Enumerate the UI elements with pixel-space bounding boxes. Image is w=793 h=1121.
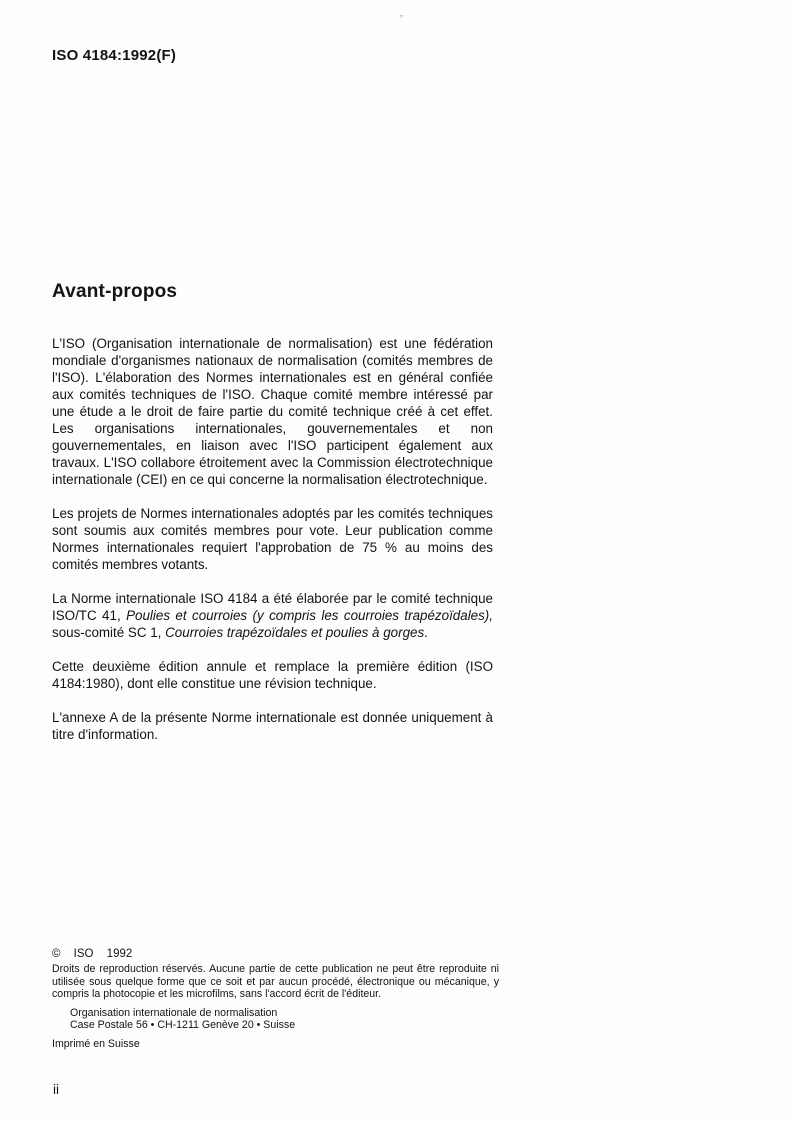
reproduction-rights-text: Droits de reproduction réservés. Aucune partie de cette publication ne peut être reproduite ni utilisée sous quelque forme que ce soit et par aucun procédé, électronique ou mécanique, y compris la photocopie et les microfilms, sans l'accord écrit de l'éditeur. (52, 963, 499, 1001)
foreword-paragraph-5: L'annexe A de la présente Norme internationale est donnée uniquement à titre d'information. (52, 710, 493, 742)
copyright-footer (52, 948, 499, 1051)
copyright-line: © ISO 1992 (52, 948, 133, 960)
foreword-paragraph-3-period: . (424, 625, 428, 640)
page-number: ii (53, 1082, 59, 1097)
foreword-paragraph-3 (52, 590, 493, 641)
foreword-paragraph-1: L'ISO (Organisation internationale de normalisation) est une fédération mondiale d'organismes nationaux de normalisation (comités membres de l'ISO). L'élaboration des Normes internationales est en général confiée aux comités techniques de l'ISO. Chaque comité membre intéressé par une étude a le droit de faire partie du comité technique créé à cet effet. Les organisations internationales, gouvernementales et non gouvernementales, en liaison avec l'ISO participent également aux travaux. L'ISO collabore étroitement avec la Commission électrotechnique internationale (CEI) en ce qui concerne la normalisation électrotechnique. (52, 336, 493, 487)
foreword-paragraph-3-text: La Norme internationale ISO 4184 a été élaborée par le comité technique ISO/TC 41, (52, 591, 493, 623)
foreword-paragraph-4: Cette deuxième édition annule et remplace la première édition (ISO 4184:1980), dont elle constitue une révision technique. (52, 659, 493, 691)
foreword-paragraph-2: Les projets de Normes internationales adoptés par les comités techniques sont soumis aux comités membres pour vote. Leur publication comme Normes internationales requiert l'approbation de 75 % au moins des comités membres votants. (52, 506, 493, 572)
foreword-paragraph-3-text-2: sous-comité SC 1, (52, 625, 166, 640)
document-reference-header: ISO 4184:1992(F) (52, 47, 177, 64)
foreword-title: Avant-propos (52, 281, 178, 302)
committee-title-italic: Poulies et courroies (y compris les courroies trapézoïdales), (126, 608, 493, 623)
scan-artifact: „ (400, 8, 403, 18)
foreword-section (52, 281, 493, 760)
subcommittee-title-italic: Courroies trapézoïdales et poulies à gorges (165, 625, 425, 640)
publisher-organization: Organisation internationale de normalisation (70, 1006, 278, 1019)
printed-in-line: Imprimé en Suisse (52, 1037, 140, 1050)
publisher-block (52, 1007, 499, 1032)
publisher-address: Case Postale 56 • CH-1211 Genève 20 • Suisse (70, 1019, 296, 1032)
